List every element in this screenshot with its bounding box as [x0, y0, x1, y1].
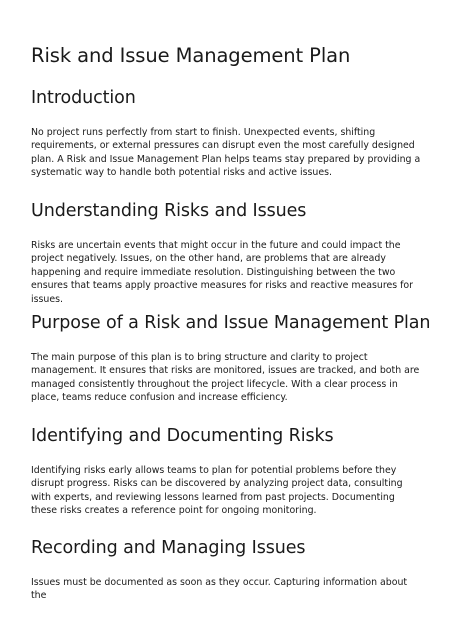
section-body: Risks are uncertain events that might occur in the future and could impact the project negatively. Issues, on the other hand, are problems that are already happening and require immediate resolution. Distinguishing between the two ensures that teams apply proactive measures for risks and reactive measures for issues.: [31, 240, 414, 305]
section-purpose: [31, 311, 431, 405]
section-recording-issues: [31, 536, 423, 603]
section-body: The main purpose of this plan is to bring structure and clarity to project management. It ensures that risks are monitored, issues are tracked, and both are managed consistently throughout the project lifecycle. With a clear process in place, teams reduce confusion and increase efficiency.: [31, 352, 420, 404]
section-heading: Purpose of a Risk and Issue Management Plan: [31, 313, 431, 333]
section-body: No project runs perfectly from start to finish. Unexpected events, shifting requirements, or external pressures can disrupt even the most carefully designed plan. A Risk and Issue Management Plan helps teams stay prepared by providing a systematic way to handle both potential risks and active issues.: [31, 127, 421, 179]
section-body: Identifying risks early allows teams to plan for potential problems before they disrupt progress. Risks can be discovered by analyzing project data, consulting with experts, and reviewing lessons learned from past projects. Documenting these risks creates a reference point for ongoing monitoring.: [31, 465, 403, 517]
section-identifying-risks: [31, 424, 423, 518]
section-understanding-risks-and-issues: [31, 199, 423, 306]
section-heading: Introduction: [31, 88, 136, 108]
section-heading: Identifying and Documenting Risks: [31, 426, 334, 446]
document-title: Risk and Issue Management Plan: [31, 44, 351, 67]
section-heading: Recording and Managing Issues: [31, 538, 306, 558]
section-heading: Understanding Risks and Issues: [31, 201, 307, 221]
section-body: Issues must be documented as soon as they occur. Capturing information about the: [31, 577, 408, 602]
section-introduction: [31, 86, 423, 180]
